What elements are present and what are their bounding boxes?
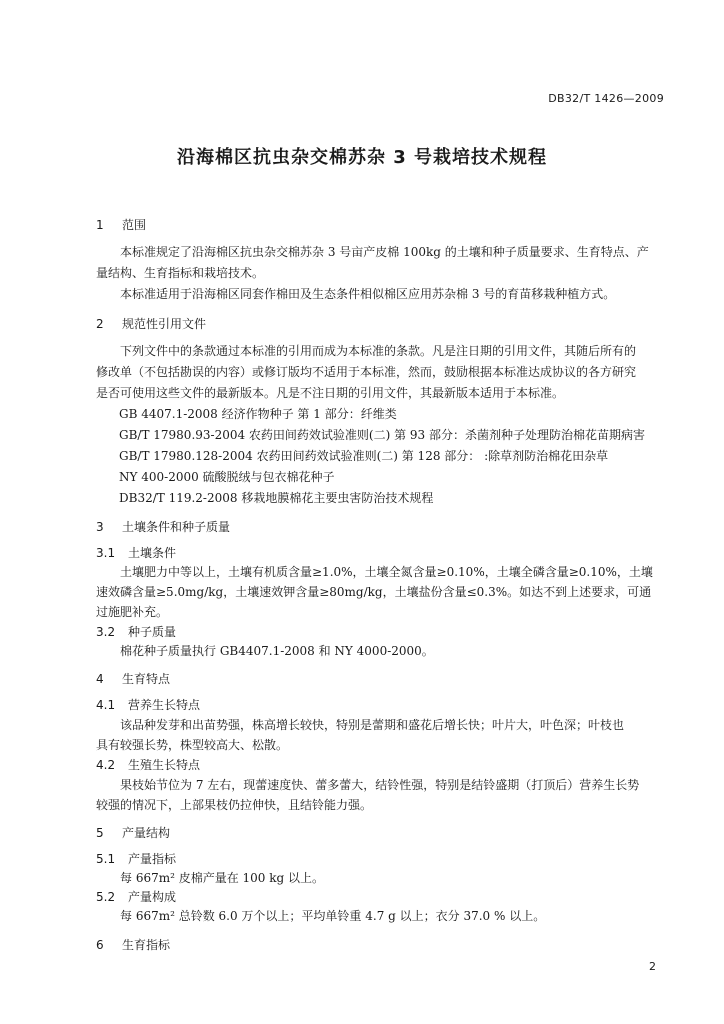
subsection-number: 5.2 (96, 890, 116, 904)
paragraph-line: 具有较强长势，株型较高大、松散。 (96, 738, 289, 752)
paragraph-line: 本标准规定了沿海棉区抗虫杂交棉苏杂 3 号亩产皮棉 100kg 的土壤和种子质量要求、生育特点、产 (120, 245, 649, 259)
section-title: 范围 (122, 218, 147, 232)
section-number: 2 (96, 317, 104, 331)
paragraph-line: 棉花种子质量执行 GB4407.1-2008 和 NY 4000-2000。 (120, 644, 434, 658)
paragraph-line: 每 667m² 皮棉产量在 100 kg 以上。 (120, 871, 325, 885)
standard-code: DB32/T 1426—2009 (548, 92, 664, 105)
subsection-4-1-heading (96, 697, 200, 713)
subsection-number: 3.2 (96, 625, 116, 639)
paragraph-line: 果枝始节位为 7 左右，现蕾速度快、蕾多蕾大，结铃性强，特别是结铃盛期（打顶后）营养生长势 (120, 778, 640, 792)
section-number: 1 (96, 218, 104, 232)
section-title: 规范性引用文件 (122, 317, 207, 331)
paragraph-line: 速效磷含量≥5.0mg/kg，土壤速效钾含量≥80mg/kg，土壤盐份含量≤0.3%。如达不到上述要求，可通 (96, 585, 652, 599)
paragraph-line: 该品种发芽和出苗势强，株高增长较快，特别是蕾期和盛花后增长快；叶片大，叶色深；叶枝也 (120, 718, 625, 732)
section-title: 土壤条件和种子质量 (122, 520, 231, 534)
paragraph-line: 土壤肥力中等以上，土壤有机质含量≥1.0%，土壤全氮含量≥0.10%，土壤全磷含量≥0.10%，土壤 (120, 565, 653, 579)
section-number: 5 (96, 826, 104, 840)
section-4-heading (96, 671, 170, 687)
document-title: 沿海棉区抗虫杂交棉苏杂 3 号栽培技术规程 (176, 147, 548, 168)
section-2-heading (96, 316, 206, 332)
reference-item: GB 4407.1-2008 经济作物种子 第 1 部分：纤维类 (119, 407, 397, 421)
section-number: 6 (96, 938, 104, 952)
subsection-5-1-heading (96, 851, 176, 867)
subsection-title: 生殖生长特点 (128, 758, 201, 772)
subsection-title: 产量构成 (128, 890, 177, 904)
section-number: 4 (96, 672, 104, 686)
section-title: 生育指标 (122, 938, 171, 952)
subsection-5-2-heading (96, 889, 176, 905)
paragraph-line: 较强的情况下，上部果枝仍拉伸快，且结铃能力强。 (96, 798, 373, 812)
reference-item: GB/T 17980.128-2004 农药田间药效试验准则(二) 第 128 部分： :除草剂防治棉花田杂草 (119, 449, 609, 463)
section-6-heading (96, 937, 170, 953)
subsection-number: 4.1 (96, 698, 116, 712)
reference-item: NY 400-2000 硫酸脱绒与包衣棉花种子 (119, 470, 335, 484)
section-5-heading (96, 825, 170, 841)
subsection-4-2-heading (96, 757, 200, 773)
subsection-number: 3.1 (96, 546, 116, 560)
paragraph-line: 每 667m² 总铃数 6.0 万个以上；平均单铃重 4.7 g 以上；衣分 37.0 % 以上。 (120, 909, 546, 923)
reference-item: GB/T 17980.93-2004 农药田间药效试验准则(二) 第 93 部分：杀菌剂种子处理防治棉花苗期病害 (119, 428, 646, 442)
subsection-title: 营养生长特点 (128, 698, 201, 712)
page-number: 2 (649, 960, 656, 973)
section-number: 3 (96, 520, 104, 534)
section-3-heading (96, 519, 230, 535)
subsection-3-1-heading (96, 545, 176, 561)
subsection-number: 5.1 (96, 852, 116, 866)
section-1-heading (96, 217, 146, 233)
paragraph-line: 过施肥补充。 (96, 605, 169, 619)
paragraph-line: 是否可使用这些文件的最新版本。凡是不注日期的引用文件，其最新版本适用于本标准。 (96, 386, 565, 400)
subsection-title: 种子质量 (128, 625, 177, 639)
section-title: 生育特点 (122, 672, 171, 686)
paragraph-line: 下列文件中的条款通过本标准的引用而成为本标准的条款。凡是注日期的引用文件，其随后所有的 (120, 344, 637, 358)
paragraph-line: 本标准适用于沿海棉区同套作棉田及生态条件相似棉区应用苏杂棉 3 号的育苗移栽种植方式。 (120, 287, 616, 301)
subsection-title: 产量指标 (128, 852, 177, 866)
reference-item: DB32/T 119.2-2008 移栽地膜棉花主要虫害防治技术规程 (119, 491, 434, 505)
subsection-number: 4.2 (96, 758, 116, 772)
subsection-3-2-heading (96, 624, 176, 640)
paragraph-line: 量结构、生育指标和栽培技术。 (96, 266, 265, 280)
section-title: 产量结构 (122, 826, 171, 840)
paragraph-line: 修改单（不包括勘误的内容）或修订版均不适用于本标准，然而，鼓励根据本标准达成协议的各方研究 (96, 365, 637, 379)
subsection-title: 土壤条件 (128, 546, 177, 560)
